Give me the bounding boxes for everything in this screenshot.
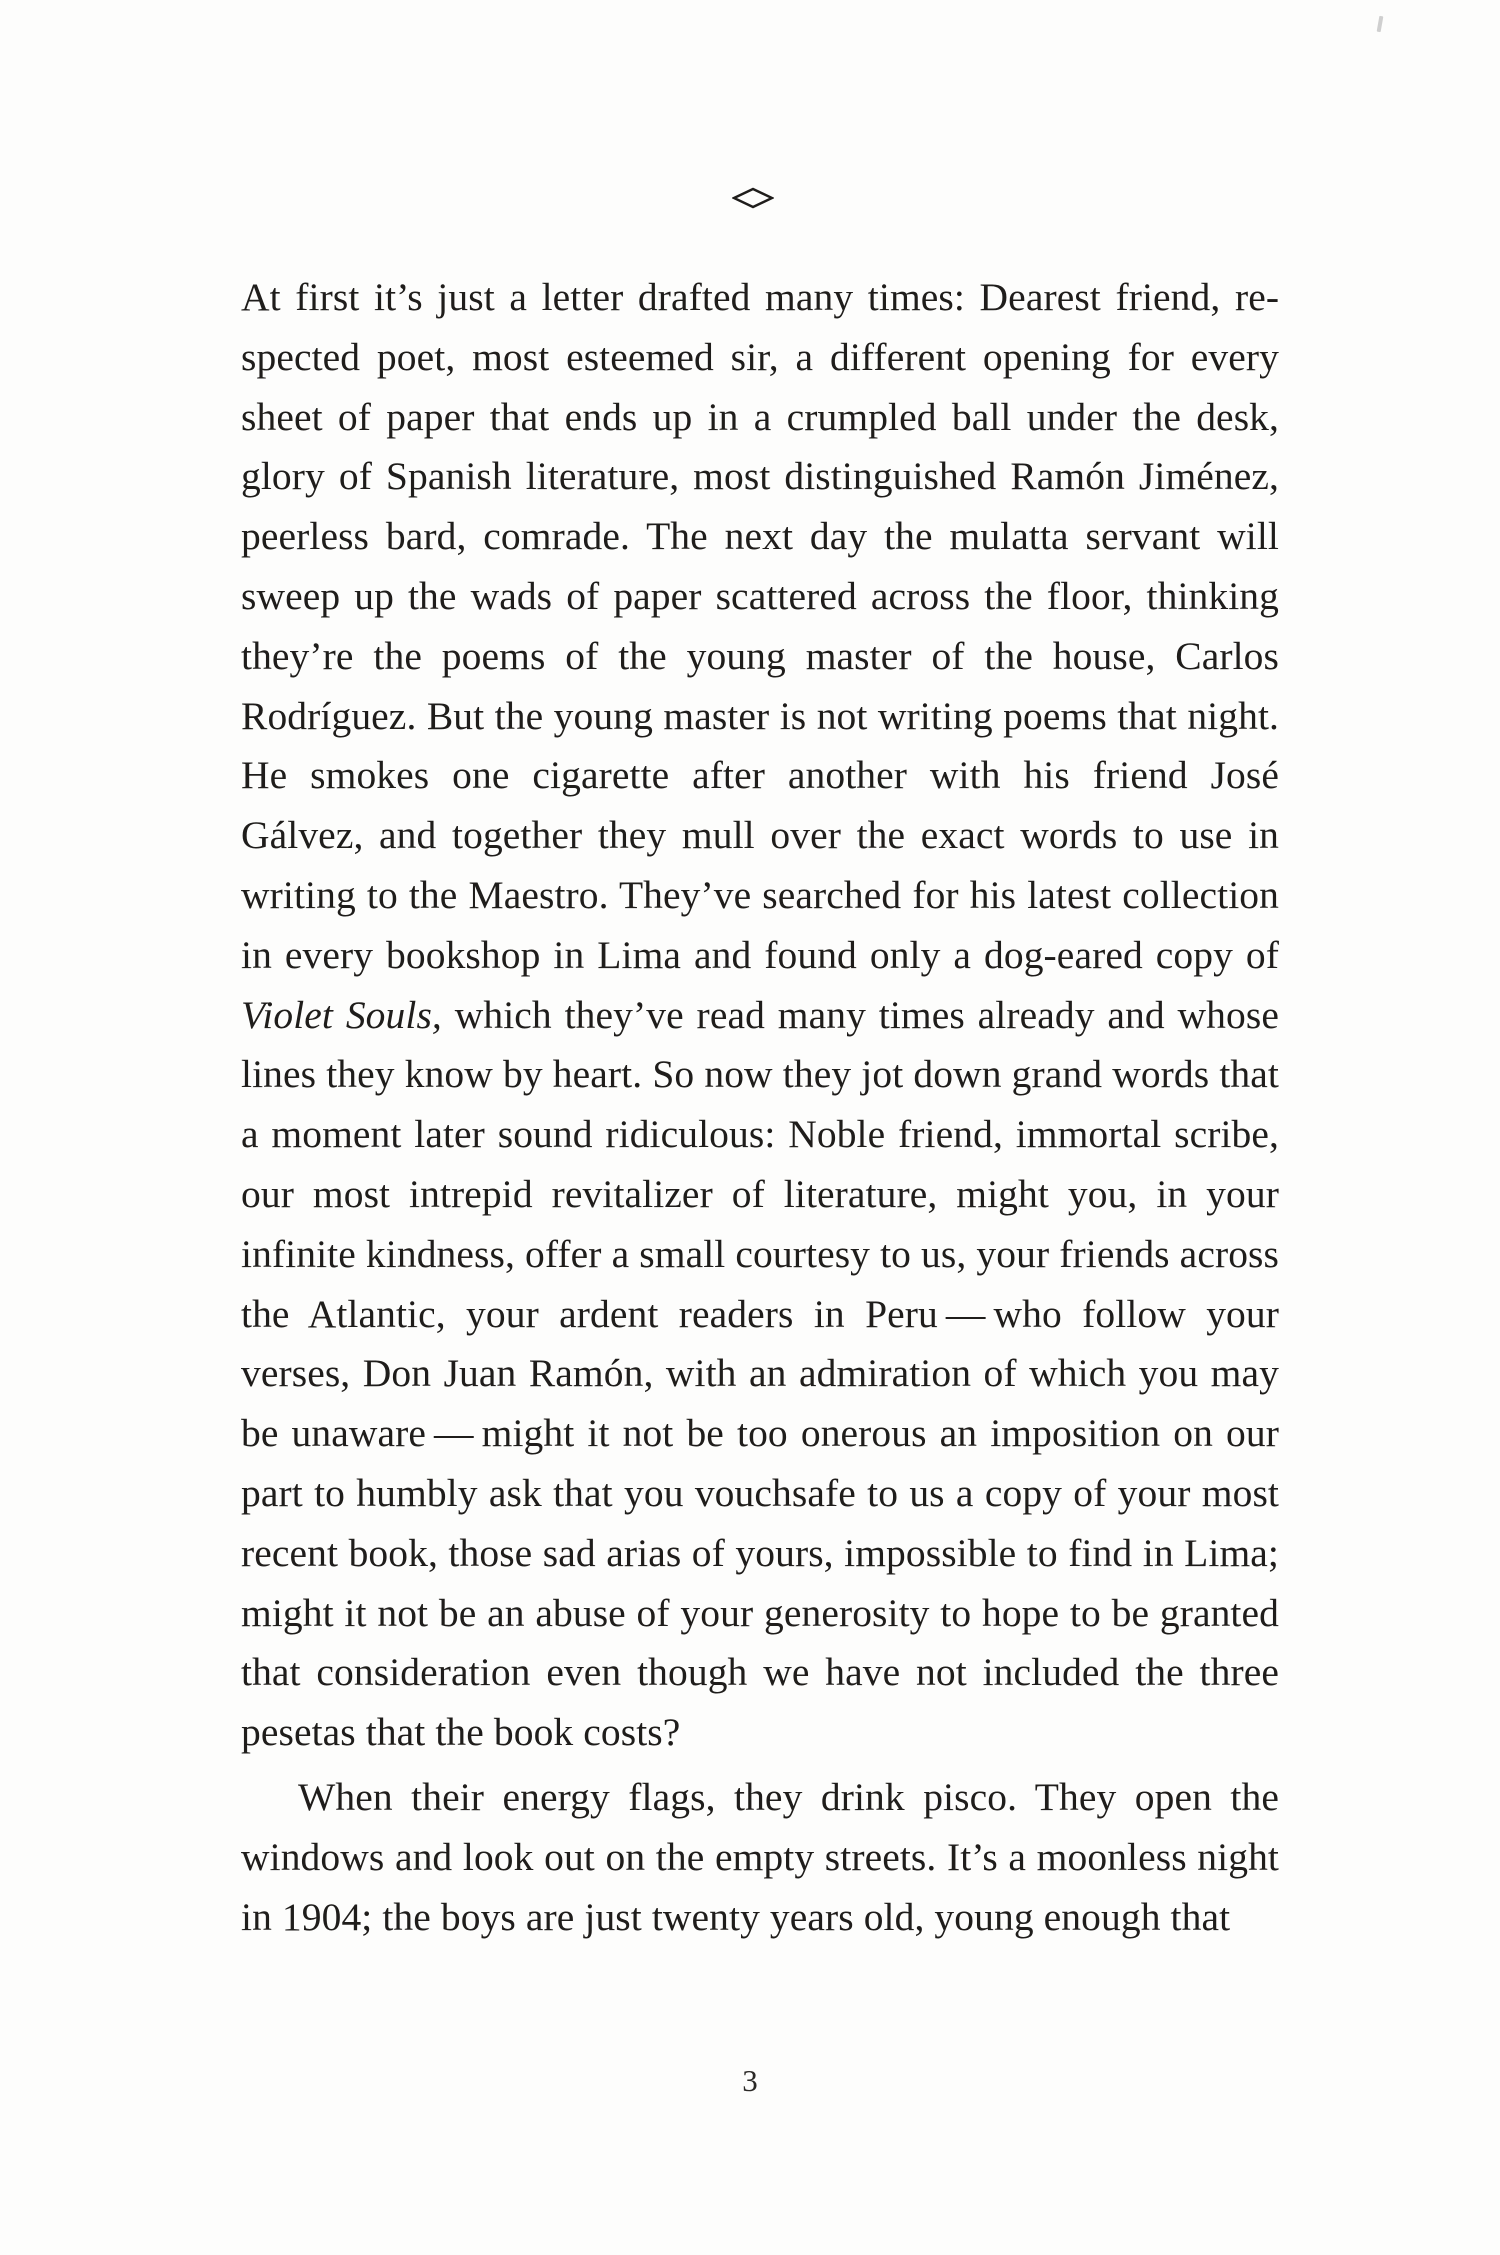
paragraph-1-text-b: which they’ve read many times already and whose lines they know by heart. So now they jot down grand words that a moment later sound ridiculous: Noble friend, immortal scribe, our most intrepid revitalizer of literature, might you, in your infinite kindness, offer a small courtesy to us, your friends across the Atlantic, your ardent readers in Peru — who follow your verses, Don Juan Ramón, with an admiration of which you may be unaware — might it not be too onerous an imposition on our part to humbly ask that you vouchsafe to us a copy of your most recent book, those sad arias of yours, impossible to find in Lima; might it not be an abuse of your generosity to hope to be granted that consideration even though we have not included the three pesetas that the book costs? [241, 992, 1279, 1755]
diamond-ornament-icon [732, 187, 774, 209]
paragraph-2: When their energy flags, they drink pisco. They open the windows and look out on the empty streets. It’s a moonless night in 1904; the boys are just twenty years old, young enough that [241, 1774, 1279, 1939]
chapter-body-text [241, 268, 1279, 1947]
page-number: 3 [742, 2063, 758, 2098]
paragraph-1-text-a: At first it’s just a letter drafted many times: Dearest friend, respected poet, most esteemed sir, a different opening for every sheet of paper that ends up in a crumpled ball under the desk, glory of Spanish literature, most distinguished Ramón Jiménez, peerless bard, comrade. The next day the mulatta servant will sweep up the wads of paper scattered across the floor, thinking they’re the poems of the young master of the house, Carlos Rodríguez. But the young master is not writing poems that night. He smokes one cigarette after another with his friend José Gálvez, and together they mull over the exact words to use in writing to the Maestro. They’ve searched for his latest collection in every bookshop in Lima and found only a dog-eared copy of [241, 275, 1279, 977]
book-title-italic: Violet Souls, [241, 992, 442, 1037]
scan-artifact [1377, 16, 1384, 32]
paragraph-1 [241, 268, 1279, 1763]
